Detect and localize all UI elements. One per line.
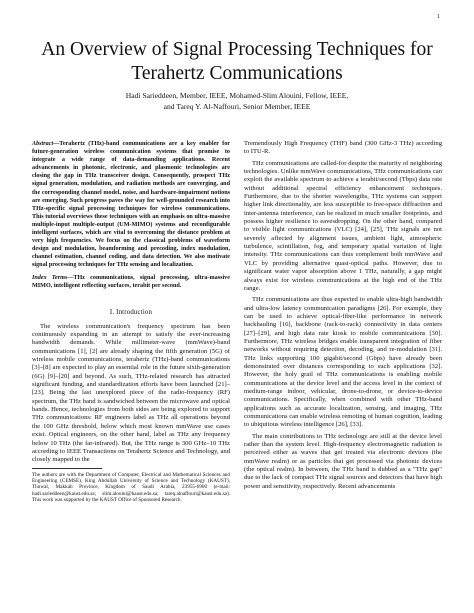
intro-paragraph: The wireless communication's frequency spectrum has been continuously expanding in an attempt to satisfy the ever-increasing bandwidth demands. While millimeter-wave (mmWave)-band communications [1], [2] are already shaping the fifth generation (5G) of wireless mobile communications, terahertz (THz)-band communications [3]–[8] are expected to play an essential role in the future sixth-generation (6G) [9]–[20] and beyond. As such, THz-related research has attracted significant funding, and standardization efforts have been launched [21]–[23]. Being the last unexplored piece of the radio-frequency (RF) spectrum, the THz band is sandwiched between the microwave and optical bands. Hence, technologies from both sides are being explored to support THz communications: RF engineers label as THz all operations beyond the 100 GHz threshold, below which most known mmWave use cases exist. Optical engineers, on the other hand, label as THz any frequency below 10 THz (the far-infrared). But, the THz range is 300 GHz–10 THz according to IEEE Transactions on Terahertz Science and Technology, and closely mapped to the	[32, 322, 230, 464]
index-terms	[32, 274, 230, 290]
title-line-2: Terahertz Communications	[131, 63, 343, 84]
paragraph: The main contributions to THz technology are still at the device level rather than the system level. High-frequency electromagnetic radiation is perceived either as waves that get treated via electronic devices (the mmWave realm) or as particles that get processed via photonic devices (the optical realm). In between, the THz band is dubbed as a "THz gap" due to the lack of compact THz signal sources and detectors that have high power and sensitivity, respectively. Recent advancements	[244, 432, 442, 490]
footnote-rule	[32, 468, 102, 469]
paper-title	[20, 38, 454, 86]
abstract-text: —Terahertz (THz)-band communications are a key enabler for future-generation wireless communication systems that promise to integrate a wide range of data-demanding applications. Recent advancements in photonic, electronic, and plasmonic technologies are closing the gap in THz transceiver design. Consequently, prospect THz signal generation, modulation, and radiation methods are converging, and the corresponding channel model, noise, and hardware-impairment notions are emerging. Such progress paves the way for well-grounded research into THz-specific signal processing techniques for wireless communications. This tutorial overviews these techniques with an emphasis on ultra-massive multiple-input multiple-output (UM-MIMO) systems and reconfigurable intelligent surfaces, which are vital to overcoming the distance problem at very high frequencies. We focus on the classical problems of waveform design and modulation, beamforming and precoding, index modulation, channel estimation, channel coding, and data detection. We also motivate signal processing techniques for THz sensing and localization.	[32, 141, 230, 269]
title-line-1: An Overview of Signal Processing Techniques for	[41, 39, 433, 60]
paragraph: THz communications are called-for despite the maturity of neighboring technologies. Unlike mmWave communications, THz communications can exploit the available spectrum to achieve a terabit/second (Tbps) data rate without additional spectral efficiency enhancement techniques. Furthermore, due to the shorter wavelengths, THz systems can support higher link directionality, are less susceptible to free-space diffraction and inter-antenna interference, can be realized in much smaller footprints, and possess higher resilience to eavesdropping. On the other hand, compared to visible light communications (VLC) [24], [25], THz signals are not severely affected by alignment issues, ambient light, atmospheric turbulence, scintillation, fog, and temporary spatial variation of light intensity. THz communications can thus complement both mmWave and VLC by providing alternative quasi-optical paths. However, due to significant water vapor absorption above 1 THz, naturally, a gap might always exist for wireless communications at the high end of the THz range.	[244, 159, 442, 292]
right-column	[244, 140, 442, 494]
authors-line-2: and Tareq Y. Al-Naffouri, Senior Member, IEEE	[163, 101, 311, 111]
index-terms-label: Index Terms	[32, 274, 68, 281]
paragraph: THz communications are thus expected to enable ultra-high bandwidth and ultra-low latency communication paradigms [26]. For example, they can be used to achieve optical-fiber-like performance in network backhauling [16], backbone (rack-to-rack) connectivity in data centers [27]–[29], and high data rate kiosk to mobile communications [30]. Furthermore, THz wireless bridges enable transparent integration of fiber networks without requiring detection, decoding, and re-modulation [31]. THz links supporting 100 gigabit/second (Gbps) have already been demonstrated over distances corresponding to such applications [32]. However, the holy grail of THz communications is enabling mobile communications at the device level and the access level in the context of medium-range indoor, vehicular, drone-to-drone, or device-to-device communications. Specifically, when combined with other THz-band applications such as accurate localization, sensing, and imaging, THz communications can enable wireless remoting of human cognition, leading to ubiquitous wireless intelligence [26], [33].	[244, 296, 442, 429]
section-heading: I. Introduction	[109, 308, 153, 316]
paragraph-continued: Tremendously High Frequency (THF) band (300 GHz-3 THz) according to ITU-R.	[244, 140, 442, 156]
abstract	[32, 140, 230, 270]
abstract-label: Abstract	[32, 141, 54, 147]
page-number: 1	[437, 14, 440, 20]
author-list	[20, 91, 454, 112]
index-terms-text: —THz communications, signal processing, ultra-massive MIMO, intelligent reflecting surfaces, terabit per second.	[32, 274, 230, 289]
authors-line-1: Hadi Sarieddeen, Member, IEEE, Mohamed-Slim Alouini, Fellow, IEEE,	[125, 91, 349, 100]
footnote: The authors are with the Department of Computer, Electrical and Mathematical Sciences and Engineering (CEMSE), King Abdullah University of Science and Technology (KAUST), Thuwal, Makkah Province, Kingdom of Saudi Arabia, 23955-6900 (e-mail: hadi.sarieddeen@kaust.edu.sa; slim.alouini@kaust.edu.sa; tareq.alnaffouri@kaust.edu.sa). This work was supported by the KAUST Office of Sponsored Research.	[32, 471, 230, 504]
left-column	[32, 140, 230, 504]
